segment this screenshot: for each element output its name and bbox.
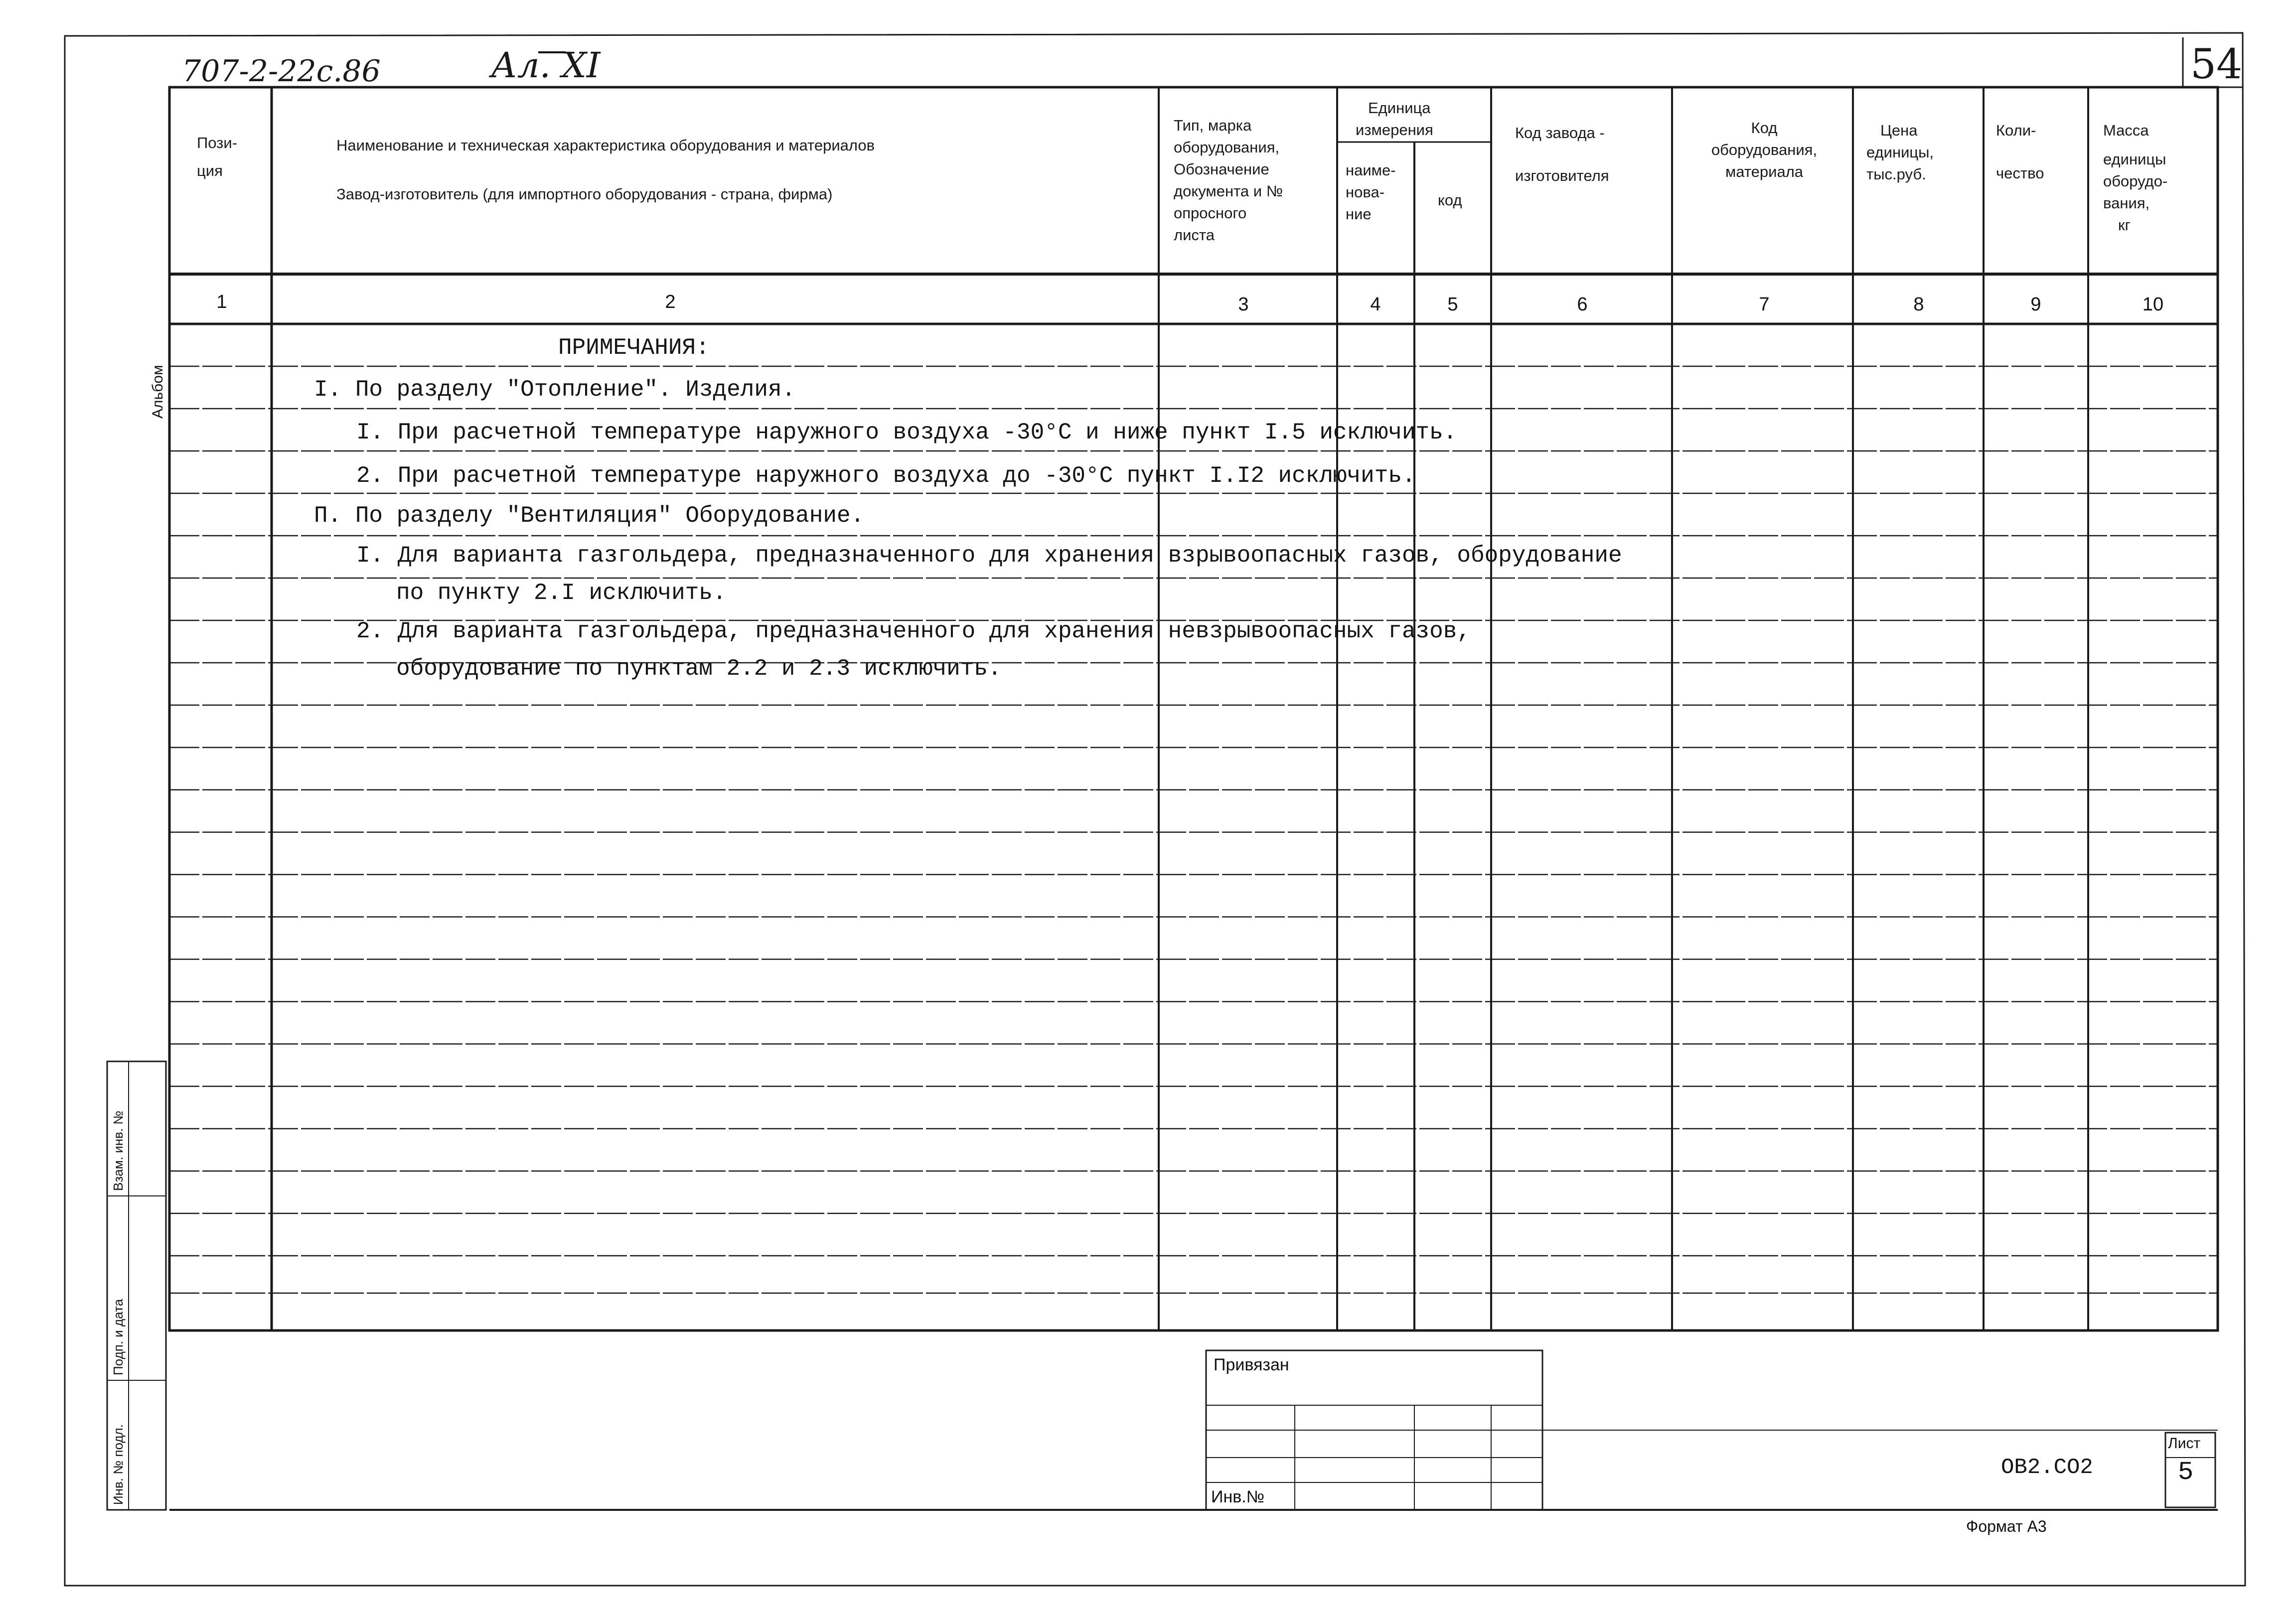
document-code: ОВ2.СО2: [2001, 1455, 2093, 1480]
header-col10: Масса единицы оборудо- вания, кг: [2103, 122, 2168, 234]
colnum-1: 1: [216, 292, 227, 312]
format-label: Формат А3: [1966, 1517, 2047, 1535]
colnum-10: 10: [2142, 294, 2164, 315]
colnum-8: 8: [1913, 294, 1924, 315]
header-unit-group: Единица измерения: [1356, 99, 1433, 139]
note-1-1: I. При расчетной температуре наружного воздуха -30°С и ниже пункт I.5 исключить.: [356, 420, 1457, 445]
colnum-7: 7: [1759, 294, 1770, 315]
side-album-label: Альбом: [150, 365, 166, 419]
stamp-podp-data: Подп. и дата: [111, 1299, 126, 1375]
note-1-2: 2. При расчетной температуре наружного воздуха до -30°С пункт I.I2 исключить.: [356, 463, 1416, 489]
album-mark: Ал. XI: [491, 45, 601, 86]
colnum-5: 5: [1447, 294, 1458, 315]
header-col7: Код оборудования, материала: [1711, 119, 1818, 180]
note-2-2-cont: оборудование по пунктам 2.2 и 2.3 исключить.: [396, 656, 1002, 682]
note-2-1-cont: по пункту 2.I исключить.: [396, 580, 727, 606]
note-2-2: 2. Для варианта газгольдера, предназначенного для хранения невзрывоопасных газов,: [356, 618, 1471, 644]
colnum-3: 3: [1238, 294, 1249, 315]
sheet-label: Лист: [2168, 1435, 2201, 1452]
drawing-code: 707-2-22c.86: [182, 54, 381, 89]
colnum-4: 4: [1370, 294, 1381, 315]
header-col1: Пози- ция: [197, 134, 238, 179]
header-col4: наиме- нова- ние: [1346, 161, 1396, 223]
note-section-1: I. По разделу "Отопление". Изделия.: [314, 377, 796, 403]
header-col2: Наименование и техническая характеристика оборудования и материалов Завод-изготовитель (для импортного оборудования - страна, фирма): [336, 137, 875, 203]
colnum-2: 2: [665, 292, 676, 312]
page-number: 54: [2190, 41, 2243, 88]
header-col9: Коли- чество: [1996, 122, 2044, 182]
header-col3: Тип, марка оборудования, Обозначение документа и № опросного листа: [1174, 117, 1283, 244]
colnum-6: 6: [1577, 294, 1588, 315]
header-col5: код: [1438, 191, 1462, 209]
inv-label: Инв.№: [1211, 1487, 1265, 1506]
stamp-vzam-inv: Взам. инв. №: [111, 1110, 126, 1191]
linked-label: Привязан: [1214, 1355, 1289, 1374]
header-col6: Код завода - изготовителя: [1515, 124, 1609, 184]
header-col8: Цена единицы, тыс.руб.: [1866, 122, 1934, 183]
sheet-number: 5: [2178, 1458, 2194, 1487]
note-2-1: I. Для варианта газгольдера, предназначенного для хранения взрывоопасных газов, оборудование: [356, 543, 1622, 569]
colnum-9: 9: [2030, 294, 2041, 315]
stamp-inv-podl: Инв. № подл.: [111, 1424, 126, 1505]
note-section-2: П. По разделу "Вентиляция" Оборудование.: [314, 503, 865, 529]
notes-heading: ПРИМЕЧАНИЯ:: [558, 335, 710, 361]
